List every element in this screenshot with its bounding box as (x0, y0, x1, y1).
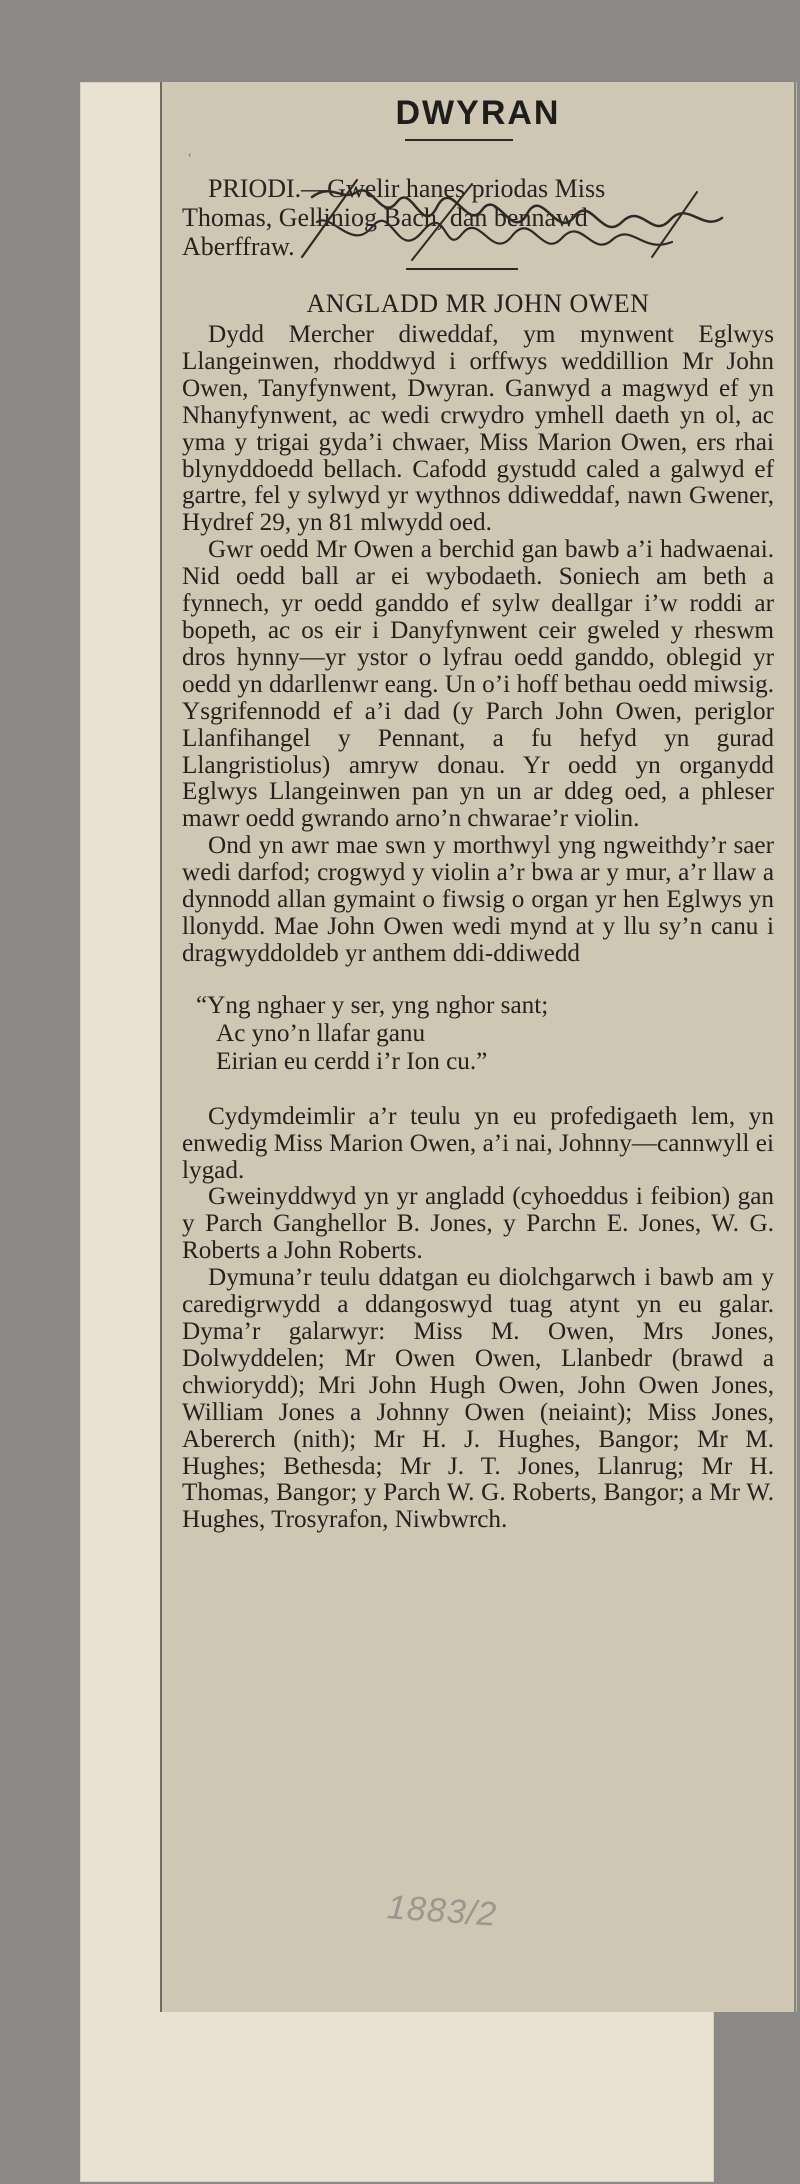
article-paragraph: Gwr oedd Mr Owen a berchid gan bawb a’i hadwaenai. Nid oedd ball ar ei wybodaeth. Soniech am beth a fynnech, yr oedd ganddo ef sylw deallgar i’w roddi ar bopeth, ac os eir i Danyfynwent ceir gweled y rheswm dros hynny—yr ystor o lyfrau oedd ganddo, oblegid yr oedd yn ddarllenwr eang. Un o’i hoff bethau oedd miwsig. Ysgrifennodd ef a’i dad (y Parch John Owen, periglor Llanfihangel y Pennant, a fu hefyd yn gurad Llangristiolus) amryw donau. Yr oedd yn organydd Eglwys Llangeinwen pan yn un ar ddeg oed, a phleser mawr oedd gwrando arno’n chwarae’r violin. (182, 536, 774, 833)
poem-line: “Yng nghaer y ser, yng nghor sant; (196, 991, 549, 1019)
poem-line: Eirian eu cerdd i’r Ion cu.” (216, 1047, 488, 1075)
section-rule (406, 268, 518, 270)
priodi-line: PRIODI.—Gwelir hanes priodas Miss (208, 174, 606, 203)
newspaper-clipping (160, 82, 796, 2012)
archive-reference-number: 1883/2 (385, 1888, 499, 1934)
article-paragraph: Dydd Mercher diweddaf, ym mynwent Eglwys Llangeinwen, rhoddwyd i orffwys weddillion Mr John Owen, Tanyfynwent, Dwyran. Ganwyd a magwyd ef yn Nhanyfynwent, ac wedi crwydro ymhell daeth yn ol, ac yma y trigai gyda’i chwaer, Miss Marion Owen, ers rhai blynyddoedd bellach. Cafodd gystudd caled a galwyd ef gartre, fel y sylwyd yr wythnos ddiweddaf, nawn Gwener, Hydref 29, yn 81 mlwydd oed. (182, 321, 774, 537)
heading-rule (405, 139, 513, 141)
priodi-line: Aberffraw. (182, 232, 295, 261)
pencil-mark-icon: ʿ (187, 152, 193, 169)
article-body (182, 322, 774, 1534)
article-paragraph: Cydymdeimlir a’r teulu yn eu profedigaeth lem, yn enwedig Miss Marion Owen, a’i nai, Johnny—cannwyll ei lygad. (182, 1102, 774, 1184)
column-heading: DWYRAN (395, 94, 561, 132)
article-paragraph: Dymuna’r teulu ddatgan eu diolchgarwch i bawb am y caredigrwydd a ddangoswyd tuag atynt yn eu galar. Dyma’r galarwyr: Miss M. Owen, Mrs Jones, Dolwyddelen; Mr Owen Owen, Llanbedr (brawd a chwiorydd); Mri John Hugh Owen, John Owen Jones, William Jones a Johnny Owen (neiaint); Miss Jones, Abererch (nith); Mr H. J. Hughes, Bangor; Mr M. Hughes; Bethesda; Mr J. T. Jones, Llanrug; Mr H. Thomas, Bangor; y Parch W. G. Roberts, Bangor; a Mr W. Hughes, Trosyrafon, Niwbwrch. (182, 1264, 774, 1534)
archive-mount-board (80, 82, 774, 2182)
handwritten-scribble-icon (182, 162, 782, 272)
priodi-line: Thomas, Gelliniog Bach, dan bennawd (182, 203, 588, 232)
article-paragraph: Gweinyddwyd yn yr angladd (cyhoeddus i feibion) gan y Parch Ganghellor B. Jones, y Parchn E. Jones, W. G. Roberts a John Roberts. (182, 1183, 774, 1265)
article-paragraph: Ond yn awr mae swn y morthwyl yng ngweithdy’r saer wedi darfod; crogwyd y violin a’r bwa ar y mur, a’r llaw a dynnodd allan gymaint o fiwsig o organ yr hen Eglwys yn llonydd. Mae John Owen wedi mynd at y llu sy’n canu i dragwyddoldeb yr anthem ddi-ddiwedd (182, 832, 774, 967)
poem-line: Ac yno’n llafar ganu (216, 1019, 426, 1047)
poem-verse (182, 992, 774, 1076)
article-subheading: ANGLADD MR JOHN OWEN (306, 289, 650, 318)
